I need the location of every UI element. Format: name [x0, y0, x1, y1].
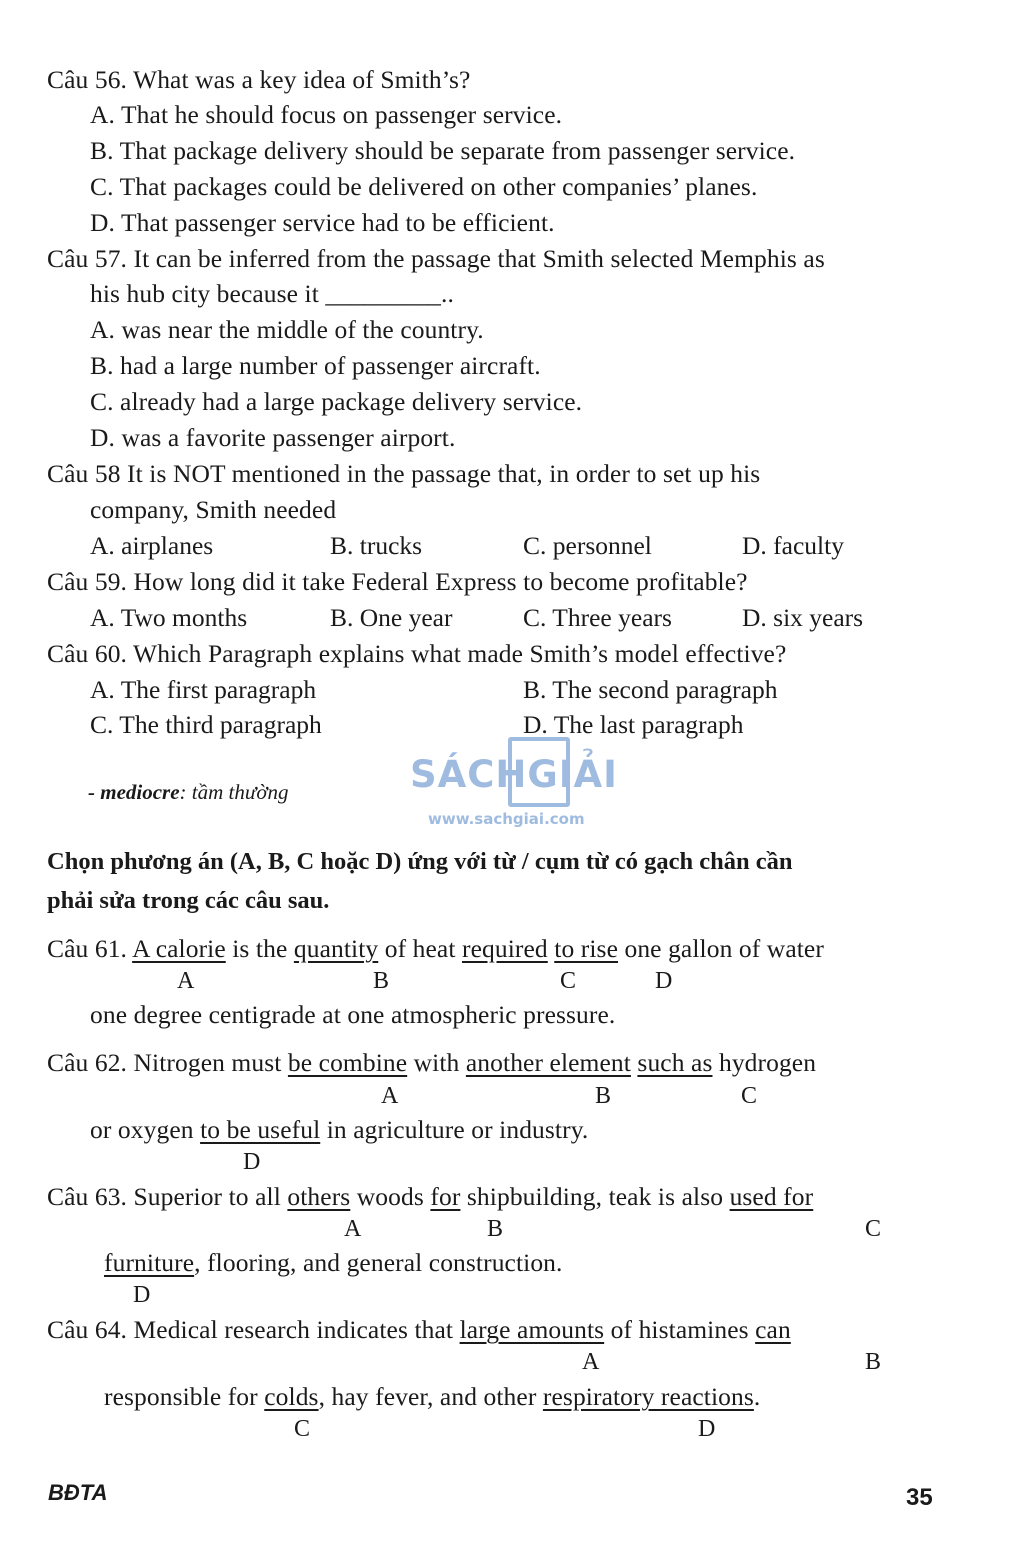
- underlined-option-b: another element: [465, 1048, 631, 1077]
- sentence-text: one gallon of water: [624, 934, 824, 963]
- question-58-option-a: A. airplanes: [90, 531, 214, 560]
- note-meaning: : tầm thường: [179, 780, 289, 804]
- question-63-line-2: [104, 1248, 563, 1278]
- question-62-line-2: [90, 1115, 588, 1145]
- underlined-option-c: such as: [637, 1048, 713, 1077]
- underlined-option-b: can: [755, 1315, 791, 1344]
- question-60-stem: Câu 60. Which Paragraph explains what made Smith’s model effective?: [47, 639, 787, 668]
- section-heading-line-1: Chọn phương án (A, B, C hoặc D) ứng với từ / cụm từ có gạch chân cần: [47, 848, 793, 875]
- question-59-stem: Câu 59. How long did it take Federal Express to become profitable?: [47, 567, 748, 596]
- question-59-option-d: D. six years: [742, 603, 864, 632]
- question-57-stem-cont: his hub city because it _________..: [90, 279, 454, 308]
- sentence-text: , hay fever, and other: [318, 1382, 537, 1411]
- underlined-option-a: large amounts: [459, 1315, 605, 1344]
- underlined-option-b: quantity: [293, 934, 379, 963]
- question-57-option-b: B. had a large number of passenger aircraft.: [90, 351, 541, 380]
- question-58-option-b: B. trucks: [330, 531, 423, 560]
- underlined-option-a: A calorie: [132, 934, 226, 963]
- question-57-option-d: D. was a favorite passenger airport.: [90, 423, 456, 452]
- sentence-text: Superior to all: [133, 1182, 281, 1211]
- option-marker-d: D: [133, 1282, 151, 1308]
- question-64-line-2: [104, 1382, 760, 1412]
- sentence-text: of histamines: [610, 1315, 749, 1344]
- question-62-line-1: [47, 1048, 816, 1078]
- sentence-text: in agriculture or industry.: [326, 1115, 589, 1144]
- question-58-option-c: C. personnel: [523, 531, 652, 560]
- underlined-option-d: respiratory reactions: [542, 1382, 754, 1411]
- option-marker-a: A: [582, 1349, 600, 1375]
- underlined-option-c: used for: [729, 1182, 814, 1211]
- sentence-text: responsible for: [104, 1382, 258, 1411]
- sentence-text: .: [753, 1382, 761, 1411]
- sentence-text: of heat: [384, 934, 456, 963]
- question-63-line-1: [47, 1182, 813, 1212]
- question-57-option-a: A. was near the middle of the country.: [90, 315, 484, 344]
- sentence-text: Nitrogen must: [133, 1048, 282, 1077]
- option-marker-d: D: [243, 1149, 261, 1175]
- question-61-line-2: one degree centigrade at one atmospheric pressure.: [90, 1000, 616, 1029]
- question-58-stem-cont: company, Smith needed: [90, 495, 337, 524]
- underlined-option-a: others: [287, 1182, 351, 1211]
- underlined-option-d: to rise: [554, 934, 618, 963]
- question-59-option-a: A. Two months: [90, 603, 248, 632]
- question-60-option-d: D. The last paragraph: [523, 710, 744, 739]
- option-marker-d: D: [655, 968, 673, 994]
- page-number: 35: [906, 1484, 933, 1511]
- question-56-stem: Câu 56. What was a key idea of Smith’s?: [47, 65, 471, 94]
- sentence-text: or oxygen: [90, 1115, 194, 1144]
- question-60-option-a: A. The first paragraph: [90, 675, 317, 704]
- option-marker-b: B: [595, 1083, 612, 1109]
- question-label: Câu 61.: [47, 934, 128, 963]
- question-64-line-1: [47, 1315, 791, 1345]
- sentence-text: with: [413, 1048, 460, 1077]
- question-61-line-1: [47, 934, 824, 964]
- question-56-option-d: D. That passenger service had to be efficient.: [90, 208, 555, 237]
- underlined-option-c: colds: [264, 1382, 319, 1411]
- option-marker-c: C: [560, 968, 577, 994]
- underlined-option-b: for: [430, 1182, 461, 1211]
- option-marker-b: B: [373, 968, 390, 994]
- option-marker-d: D: [698, 1416, 716, 1442]
- question-57-option-c: C. already had a large package delivery service.: [90, 387, 583, 416]
- section-heading-line-2: phải sửa trong các câu sau.: [47, 887, 330, 914]
- underlined-option-d: to be useful: [200, 1115, 321, 1144]
- sentence-text: , flooring, and general construction.: [194, 1248, 563, 1277]
- underlined-option-a: be combine: [287, 1048, 408, 1077]
- question-58-option-d: D. faculty: [742, 531, 844, 560]
- question-label: Câu 63.: [47, 1182, 128, 1211]
- option-marker-a: A: [381, 1083, 399, 1109]
- option-marker-a: A: [344, 1216, 362, 1242]
- option-marker-c: C: [294, 1416, 311, 1442]
- sentence-text: is the: [232, 934, 288, 963]
- question-label: Câu 62.: [47, 1048, 128, 1077]
- question-58-stem: Câu 58 It is NOT mentioned in the passage that, in order to set up his: [47, 459, 761, 488]
- option-marker-b: B: [487, 1216, 504, 1242]
- question-57-stem: Câu 57. It can be inferred from the passage that Smith selected Memphis as: [47, 244, 825, 273]
- question-59-option-b: B. One year: [330, 603, 453, 632]
- option-marker-a: A: [177, 968, 195, 994]
- sentence-text: hydrogen: [718, 1048, 817, 1077]
- underlined-option-c: required: [462, 934, 548, 963]
- question-label: Câu 64.: [47, 1315, 128, 1344]
- vocabulary-note: [88, 780, 289, 805]
- footer-book-code: BĐTA: [48, 1480, 108, 1505]
- sentence-text: Medical research indicates that: [133, 1315, 454, 1344]
- option-marker-c: C: [865, 1216, 882, 1242]
- option-marker-b: B: [865, 1349, 882, 1375]
- note-term: - mediocre: [88, 780, 180, 804]
- question-56-option-b: B. That package delivery should be separate from passenger service.: [90, 136, 796, 165]
- question-60-option-c: C. The third paragraph: [90, 710, 322, 739]
- question-59-option-c: C. Three years: [523, 603, 672, 632]
- watermark-text: SÁCHGIẢI: [410, 753, 618, 796]
- option-marker-c: C: [741, 1083, 758, 1109]
- question-56-option-a: A. That he should focus on passenger service.: [90, 100, 563, 129]
- watermark-logo: [410, 733, 620, 843]
- question-56-option-c: C. That packages could be delivered on other companies’ planes.: [90, 172, 758, 201]
- watermark-url: www.sachgiai.com: [428, 810, 585, 828]
- underlined-option-d: furniture: [104, 1248, 195, 1277]
- sentence-text: shipbuilding, teak is also: [466, 1182, 724, 1211]
- sentence-text: woods: [356, 1182, 424, 1211]
- question-60-option-b: B. The second paragraph: [523, 675, 778, 704]
